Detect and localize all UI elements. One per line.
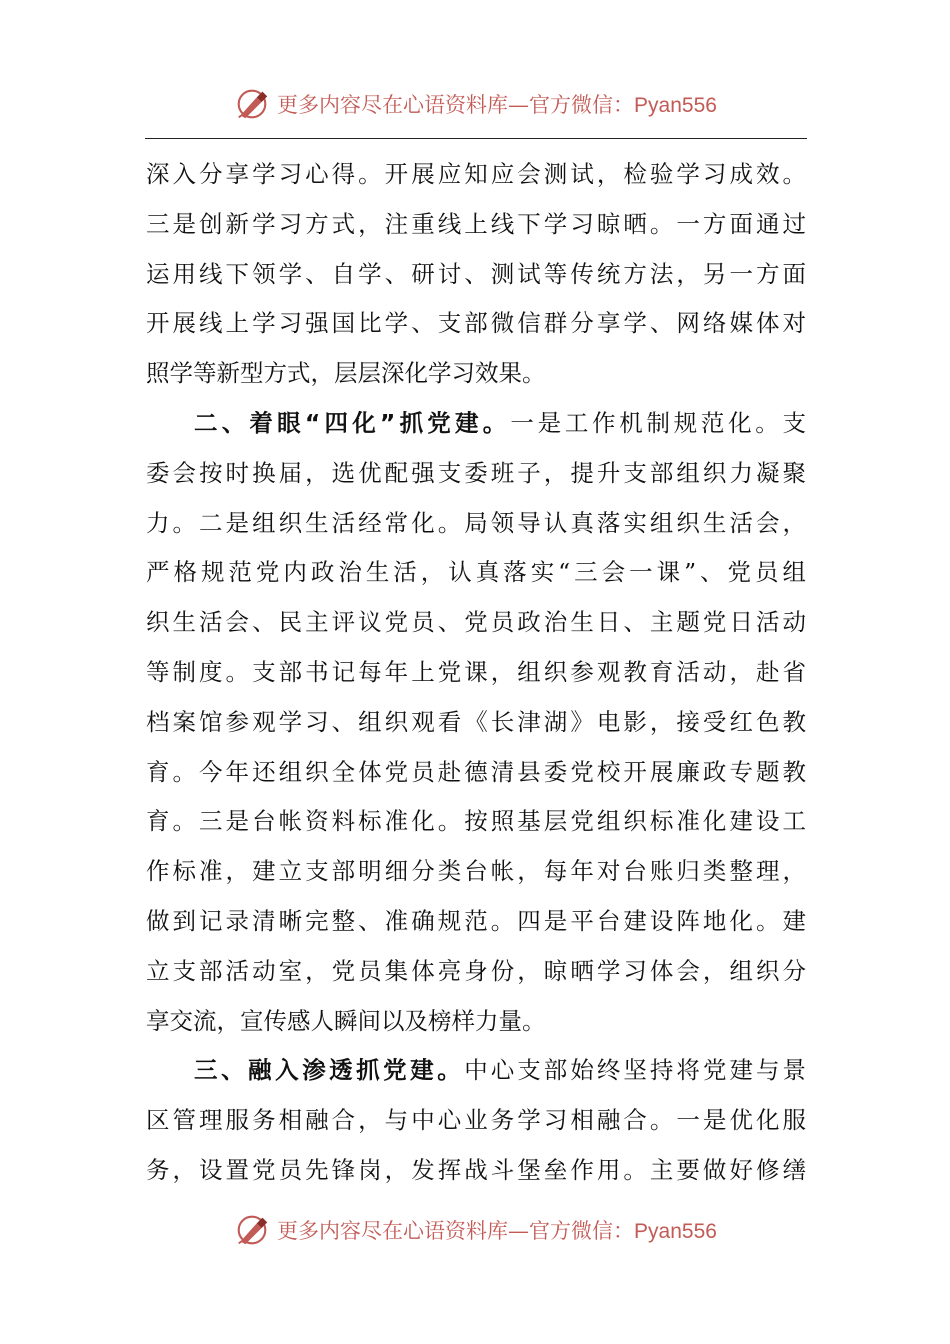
text-line: 等制度。支部书记每年上党课，组织参观教育活动，赴省 bbox=[146, 657, 806, 686]
header-wechat-id: Pyan556 bbox=[634, 94, 717, 117]
footer-banner-text: 更多内容尽在心语资料库—官方微信：Pyan556 bbox=[277, 1219, 717, 1243]
text-line: 作标准，建立支部明细分类台帐，每年对台账归类整理， bbox=[146, 857, 806, 886]
document-body bbox=[146, 150, 806, 1196]
header-divider bbox=[145, 138, 807, 139]
text-run: 中心支部始终坚持将党建与景 bbox=[464, 1056, 807, 1085]
text-line: 做到记录清晰完整、准确规范。四是平台建设阵地化。建 bbox=[146, 906, 806, 935]
text-line: 深入分享学习心得。开展应知应会测试，检验学习成效。 bbox=[146, 160, 806, 188]
text-line: 区管理服务相融合，与中心业务学习相融合。一是优化服 bbox=[146, 1106, 806, 1135]
text-line: 织生活会、民主评议党员、党员政治生日、主题党日活动 bbox=[146, 608, 806, 637]
text-line: 享交流，宣传感人瞬间以及榜样力量。 bbox=[146, 1006, 546, 1035]
text-line: 立支部活动室，党员集体亮身份，晾晒学习体会，组织分 bbox=[146, 956, 806, 985]
text-line: 运用线下领学、自学、研讨、测试等传统方法，另一方面 bbox=[146, 259, 806, 288]
text-line: 照学等新型方式，层层深化学习效果。 bbox=[146, 359, 546, 388]
text-line: 育。今年还组织全体党员赴德清县委党校开展廉政专题教 bbox=[146, 757, 806, 786]
header-banner-text: 更多内容尽在心语资料库—官方微信：Pyan556 bbox=[277, 93, 717, 117]
text-line: 严格规范党内政治生活，认真落实“三会一课”、党员组 bbox=[146, 558, 806, 587]
paragraph-first-line bbox=[146, 1046, 806, 1096]
footer-wechat-id: Pyan556 bbox=[634, 1220, 717, 1243]
pen-nib-logo-icon bbox=[233, 85, 271, 123]
text-line: 三是创新学习方式，注重线上线下学习晾晒。一方面通过 bbox=[146, 209, 806, 238]
text-line: 务，设置党员先锋岗，发挥战斗堡垒作用。主要做好修缮 bbox=[146, 1155, 806, 1184]
text-run: 一是工作机制规范化。支 bbox=[510, 408, 807, 437]
paragraph-first-line bbox=[146, 399, 806, 449]
footer-banner bbox=[0, 1208, 950, 1252]
text-line: 力。二是组织生活经常化。局领导认真落实组织生活会， bbox=[146, 508, 806, 537]
text-line: 开展线上学习强国比学、支部微信群分享学、网络媒体对 bbox=[146, 309, 806, 338]
text-line: 育。三是台帐资料标准化。按照基层党组织标准化建设工 bbox=[146, 807, 806, 836]
section-heading: 三、融入渗透抓党建。 bbox=[194, 1056, 465, 1085]
pen-nib-logo-icon bbox=[233, 1211, 271, 1249]
section-heading: 二、着眼“四化”抓党建。 bbox=[194, 408, 511, 437]
text-line: 档案馆参观学习、组织观看《长津湖》电影，接受红色教 bbox=[146, 707, 806, 736]
header-banner bbox=[0, 82, 950, 126]
text-line: 委会按时换届，选优配强支委班子，提升支部组织力凝聚 bbox=[146, 458, 806, 487]
